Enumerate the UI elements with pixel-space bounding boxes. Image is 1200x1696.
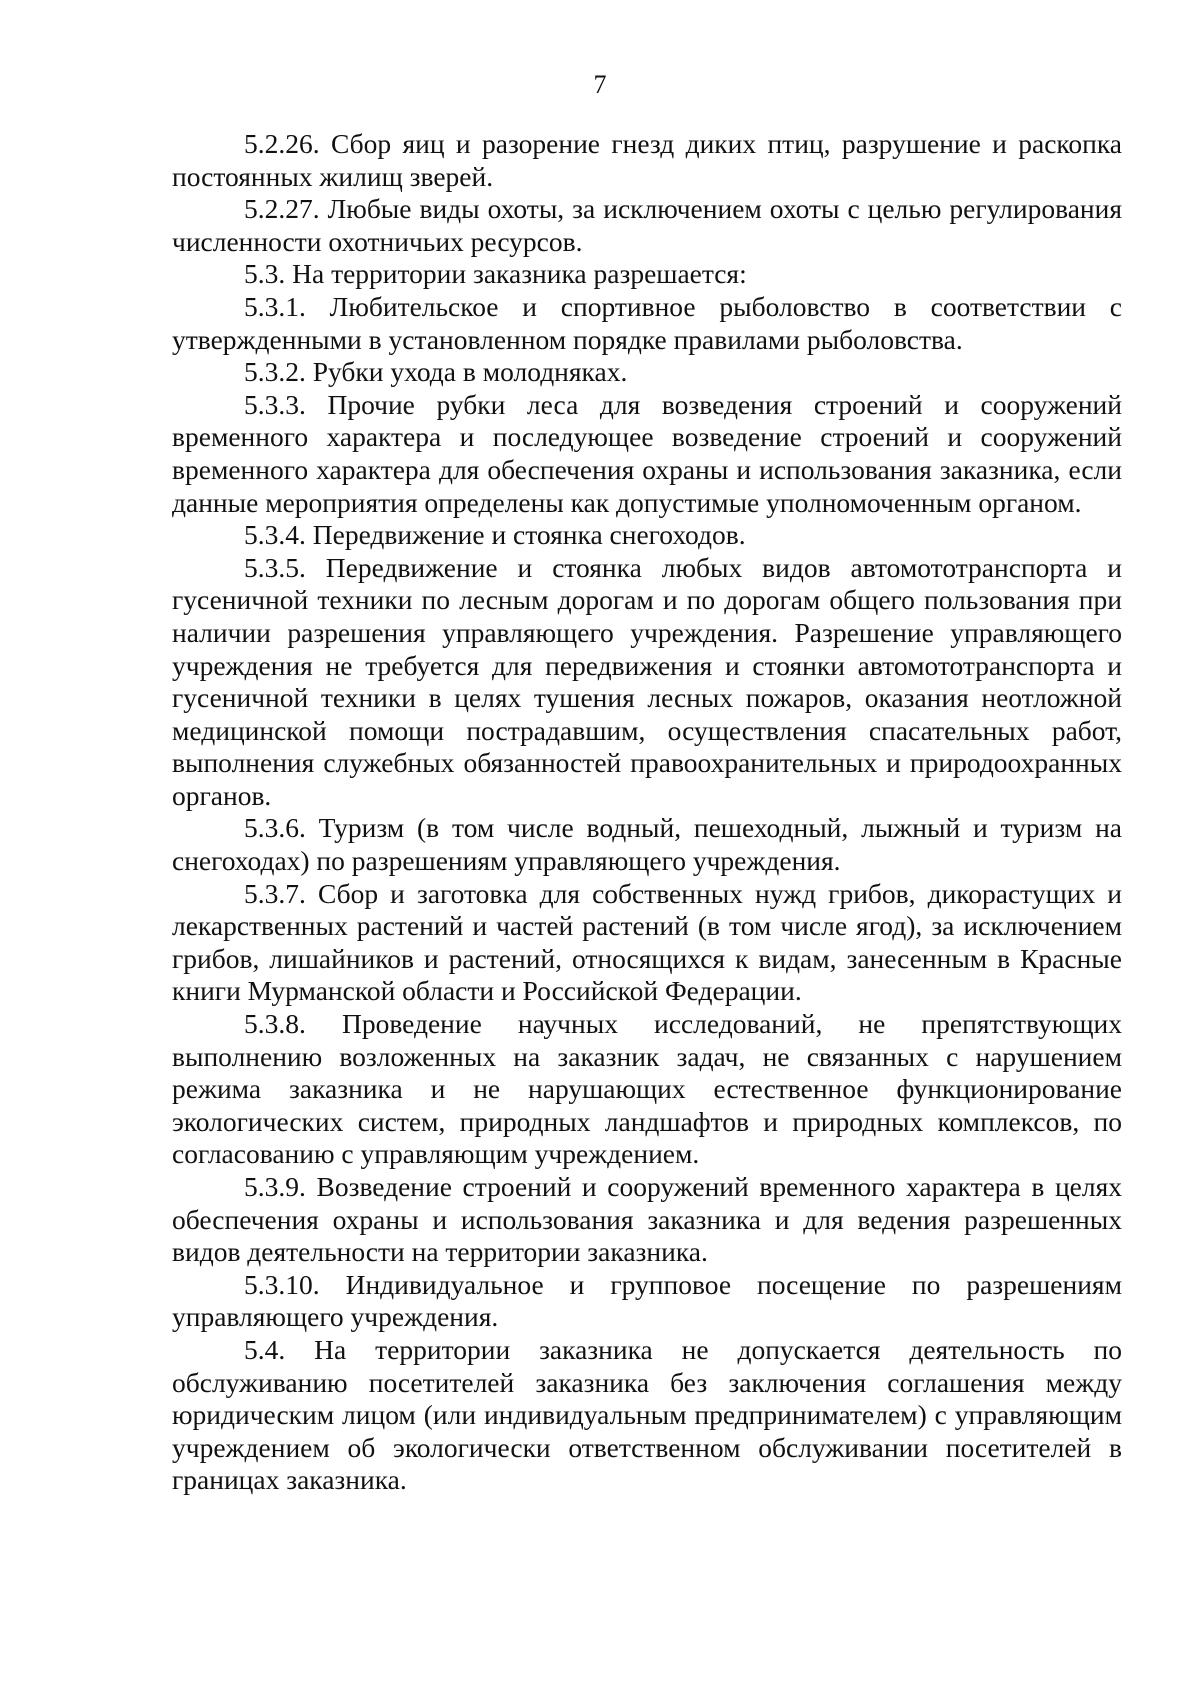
page-number: 7: [593, 70, 607, 99]
paragraph-5-3-9: 5.3.9. Возведение строений и сооружений временного характера в целях обеспечения охраны и использования заказника и для ведения разрешенных видов деятельности на территории заказника.: [172, 1171, 1122, 1268]
document-body: [172, 128, 1122, 1497]
paragraph-5-3-6: 5.3.6. Туризм (в том числе водный, пешеходный, лыжный и туризм на снегоходах) по разрешениям управляющего учреждения.: [172, 812, 1122, 877]
paragraph-5-3-1: 5.3.1. Любительское и спортивное рыболовство в соответствии с утвержденными в установленном порядке правилами рыболовства.: [172, 290, 1122, 355]
paragraph-5-3-4: 5.3.4. Передвижение и стоянка снегоходов.: [244, 519, 746, 551]
paragraph-5-3-10: 5.3.10. Индивидуальное и групповое посещение по разрешениям управляющего учреждения.: [172, 1268, 1122, 1333]
paragraph-5-3-7: 5.3.7. Сбор и заготовка для собственных нужд грибов, дикорастущих и лекарственных растений и частей растений (в том числе ягод), за исключением грибов, лишайников и растений, относящихся к видам, занесенным в Красные книги Мурманской области и Российской Федерации.: [172, 877, 1122, 1007]
paragraph-5-3-3: 5.3.3. Прочие рубки леса для возведения строений и сооружений временного характера и последующее возведение строений и сооружений временного характера для обеспечения охраны и использования заказника, если данные мероприятия определены как допустимые уполномоченным органом.: [172, 388, 1122, 518]
paragraph-5-3-2: 5.3.2. Рубки ухода в молодняках.: [244, 356, 628, 388]
paragraph-5-3-8: 5.3.8. Проведение научных исследований, не препятствующих выполнению возложенных на заказник задач, не связанных с нарушением режима заказника и не нарушающих естественное функционирование экологических систем, природных ландшафтов и природных комплексов, по согласованию с управляющим учреждением.: [172, 1008, 1122, 1170]
paragraph-5-3: 5.3. На территории заказника разрешается:: [244, 258, 747, 290]
paragraph-5-2-27: 5.2.27. Любые виды охоты, за исключением охоты с целью регулирования численности охотничьих ресурсов.: [172, 193, 1122, 257]
paragraph-5-2-26: 5.2.26. Сбор яиц и разорение гнезд диких птиц, разрушение и раскопка постоянных жилищ зверей.: [172, 128, 1122, 192]
paragraph-5-3-5: 5.3.5. Передвижение и стоянка любых видов автомототранспорта и гусеничной техники по лесным дорогам и по дорогам общего пользования при наличии разрешения управляющего учреждения. Разрешение управляющего учреждения не требуется для передвижения и стоянки автомототранспорта и гусеничной техники в целях тушения лесных пожаров, оказания неотложной медицинской помощи пострадавшим, осуществления спасательных работ, выполнения служебных обязанностей правоохранительных и природоохранных органов.: [172, 551, 1122, 811]
paragraph-5-4: 5.4. На территории заказника не допускается деятельность по обслуживанию посетителей заказника без заключения соглашения между юридическим лицом (или индивидуальным предпринимателем) с управляющим учреждением об экологически ответственном обслуживании посетителей в границах заказника.: [172, 1333, 1122, 1496]
